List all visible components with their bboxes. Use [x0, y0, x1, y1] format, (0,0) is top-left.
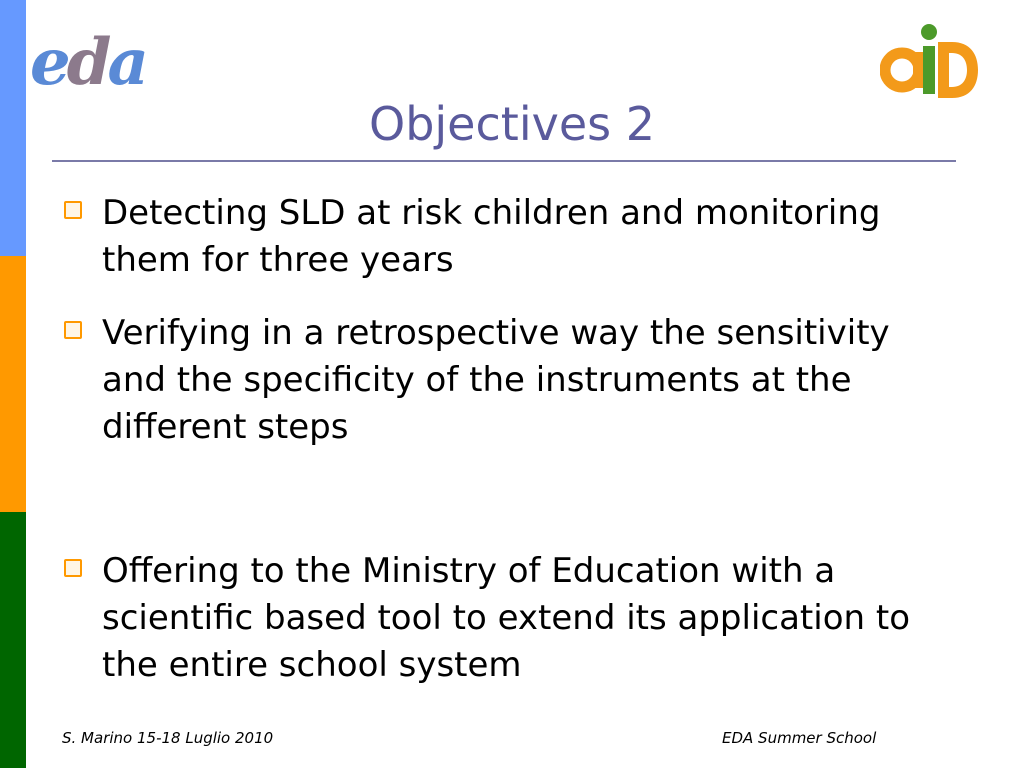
bullet-text: Detecting SLD at risk children and monitoring them for three years — [102, 193, 881, 280]
footer-event: EDA Summer School — [722, 729, 877, 747]
eda-logo-d: d — [66, 25, 108, 100]
checkbox-bullet-icon — [64, 321, 82, 339]
aid-logo-dot — [921, 24, 937, 40]
side-stripe-orange — [0, 256, 26, 512]
slide-title: Objectives 2 — [369, 97, 655, 151]
bullet-item — [64, 548, 954, 689]
bullet-text: Offering to the Ministry of Education with a scientific based tool to extend its application to the entire school system — [102, 551, 910, 685]
bullet-item — [64, 310, 954, 451]
eda-logo-a: a — [107, 25, 145, 100]
checkbox-bullet-icon — [64, 201, 82, 219]
bullet-item — [64, 190, 954, 284]
bullet-text: Verifying in a retrospective way the sensitivity and the specificity of the instruments at the different steps — [102, 313, 890, 447]
title-divider — [52, 160, 956, 162]
eda-logo-e: e — [30, 25, 67, 100]
checkbox-bullet-icon — [64, 559, 82, 577]
eda-logo — [30, 25, 145, 100]
footer-date: S. Marino 15-18 Luglio 2010 — [62, 729, 274, 747]
aid-logo — [880, 20, 980, 102]
side-stripe-green — [0, 512, 26, 768]
